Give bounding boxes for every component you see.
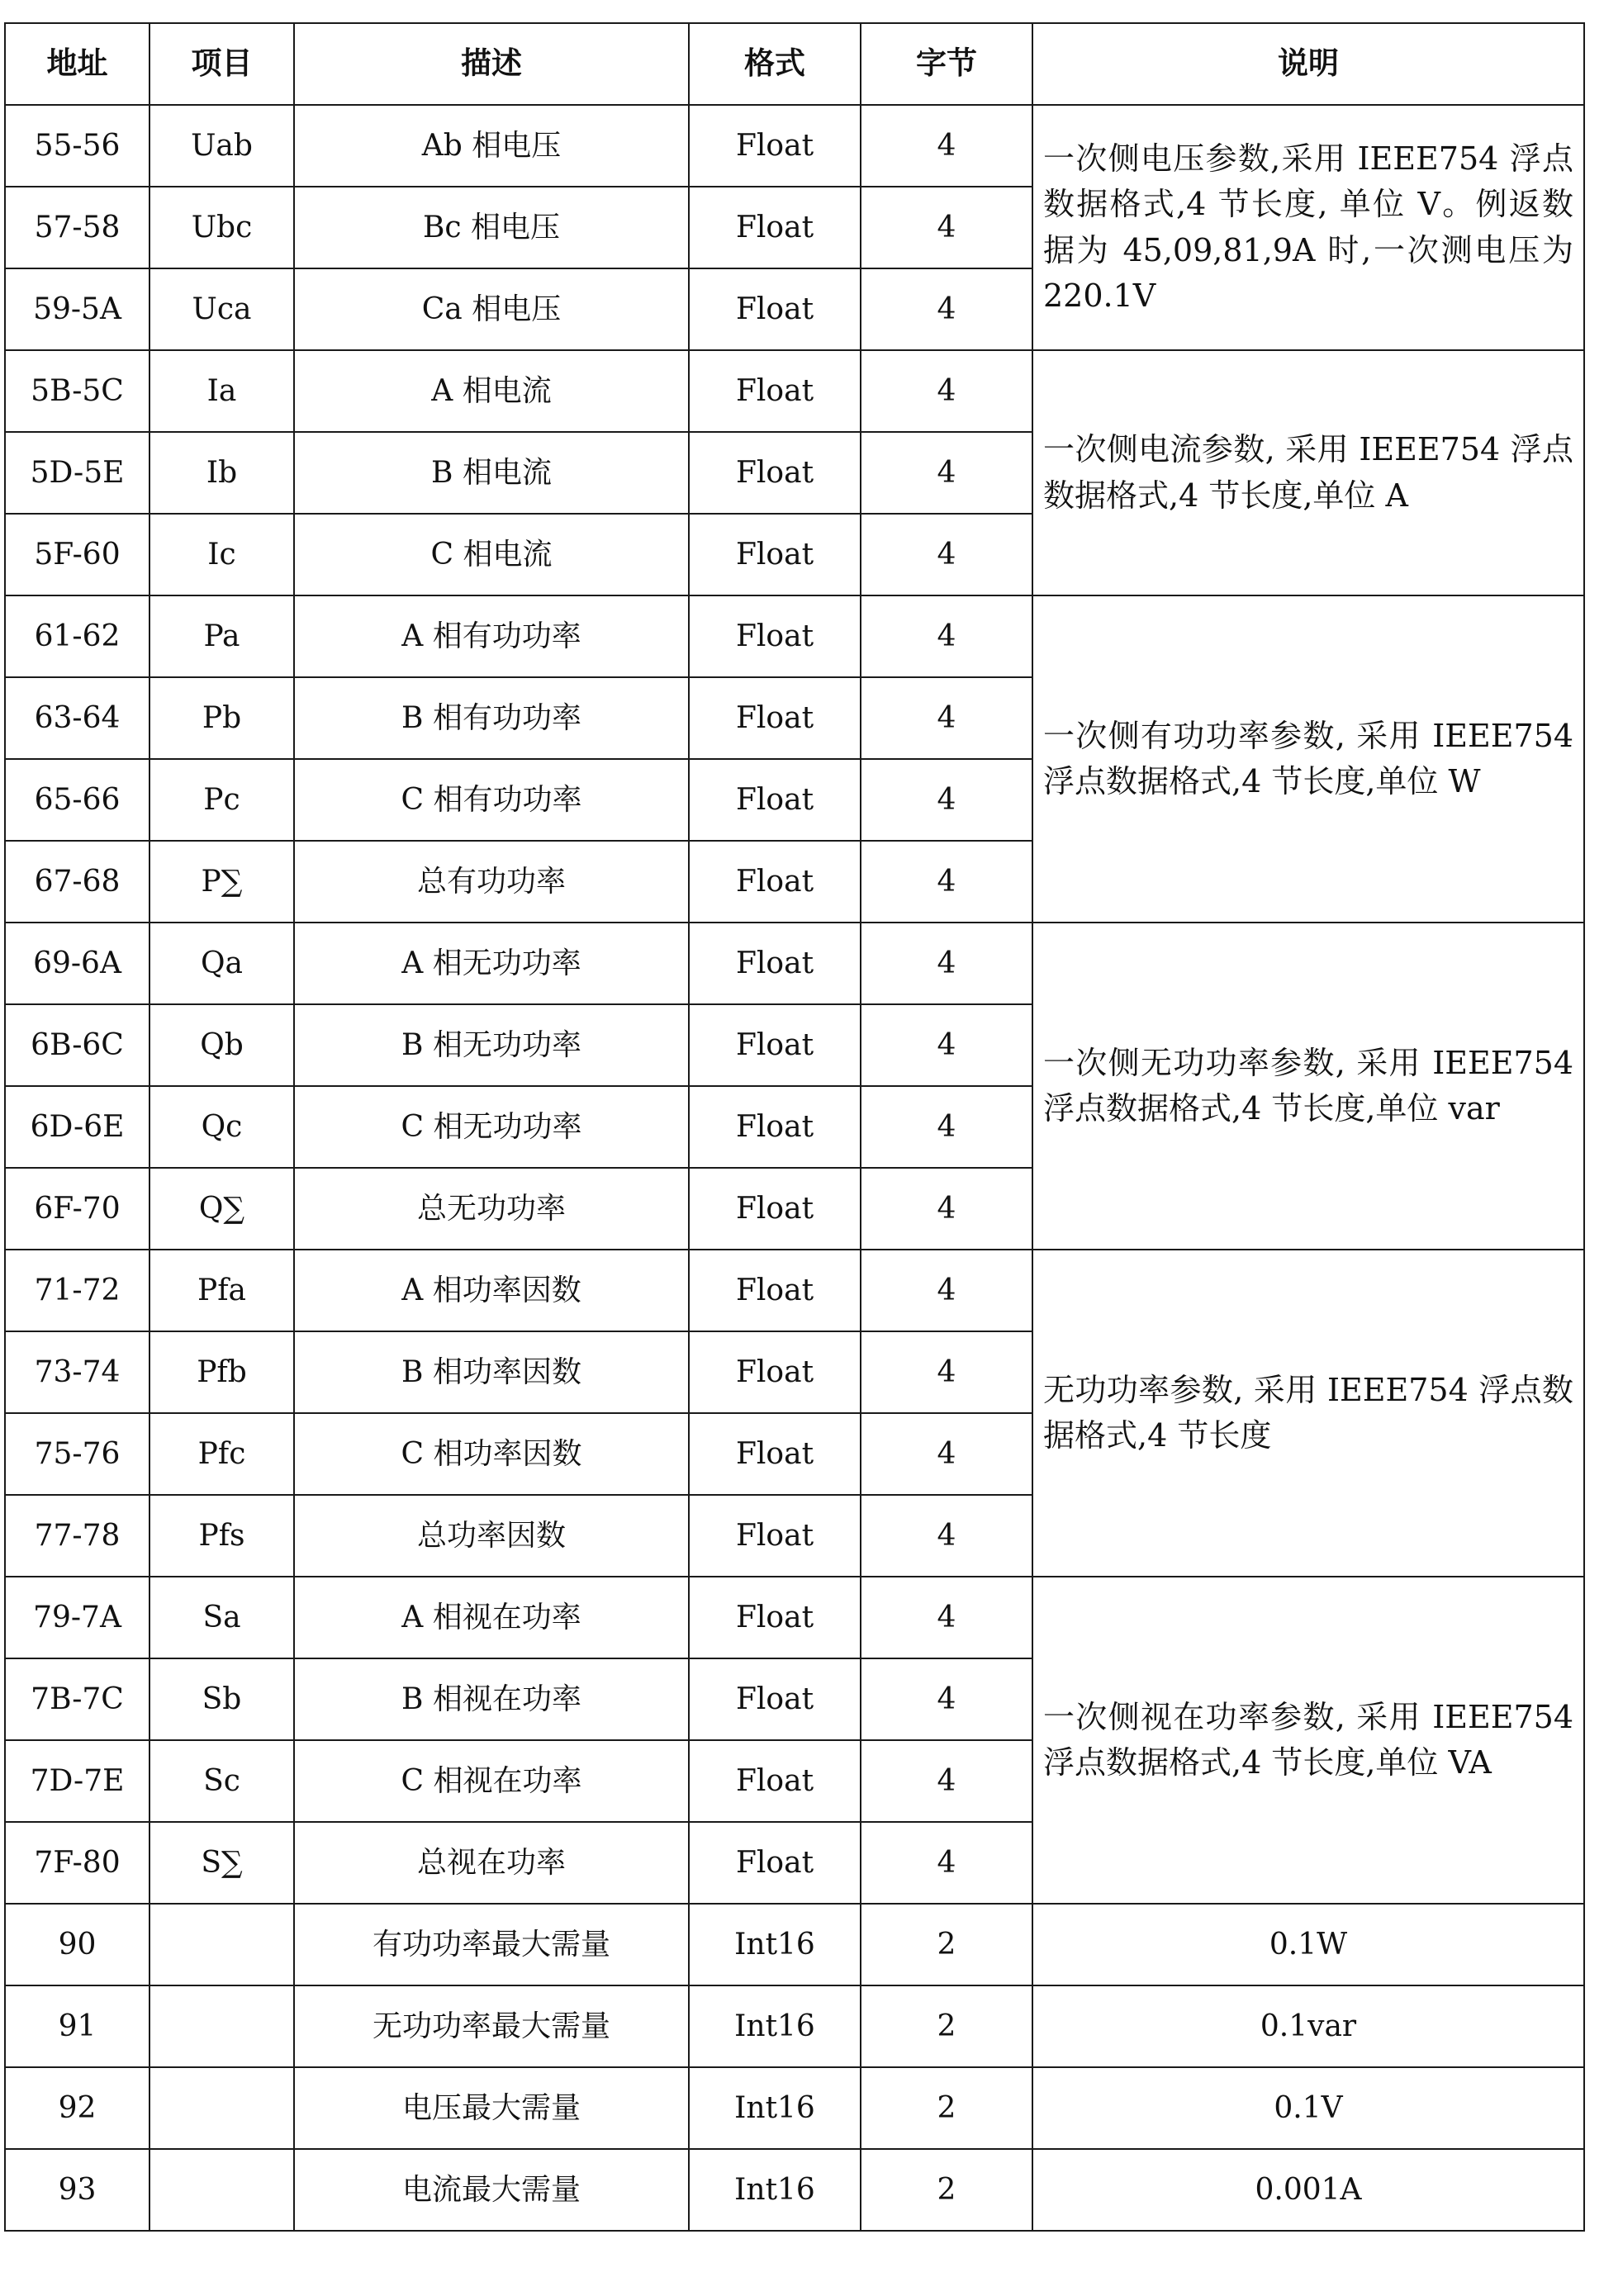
cell-address: 7F-80	[5, 1822, 149, 1904]
cell-description: A 相无功功率	[294, 923, 689, 1004]
table-row	[5, 1577, 1584, 1658]
cell-bytes: 4	[861, 432, 1032, 514]
cell-description: Ca 相电压	[294, 268, 689, 350]
cell-address: 57-58	[5, 187, 149, 268]
cell-address: 69-6A	[5, 923, 149, 1004]
header-bytes: 字节	[861, 23, 1032, 105]
cell-item: Sb	[149, 1658, 294, 1740]
cell-bytes: 4	[861, 1822, 1032, 1904]
cell-item: Sc	[149, 1740, 294, 1822]
cell-address: 77-78	[5, 1495, 149, 1577]
register-table	[4, 22, 1585, 2232]
cell-bytes: 4	[861, 923, 1032, 1004]
cell-description: C 相功率因数	[294, 1413, 689, 1495]
cell-format: Int16	[689, 2149, 861, 2231]
cell-bytes: 4	[861, 759, 1032, 841]
cell-address: 73-74	[5, 1331, 149, 1413]
header-format: 格式	[689, 23, 861, 105]
cell-note-active-power: 一次侧有功功率参数, 采用 IEEE754 浮点数据格式,4 节长度,单位 W	[1032, 595, 1584, 923]
cell-format: Float	[689, 1331, 861, 1413]
table-body	[5, 105, 1584, 2231]
table-header-row	[5, 23, 1584, 105]
cell-bytes: 4	[861, 1004, 1032, 1086]
cell-address: 92	[5, 2067, 149, 2149]
cell-description: 总有功功率	[294, 841, 689, 923]
table-row	[5, 1904, 1584, 1985]
cell-bytes: 4	[861, 841, 1032, 923]
cell-description: 有功功率最大需量	[294, 1904, 689, 1985]
cell-bytes: 4	[861, 1577, 1032, 1658]
cell-item: Pfc	[149, 1413, 294, 1495]
cell-item: Pfs	[149, 1495, 294, 1577]
cell-item	[149, 2149, 294, 2231]
cell-bytes: 4	[861, 1250, 1032, 1331]
cell-address: 61-62	[5, 595, 149, 677]
cell-item: Ia	[149, 350, 294, 432]
cell-item: Pfa	[149, 1250, 294, 1331]
cell-format: Float	[689, 514, 861, 595]
cell-format: Float	[689, 759, 861, 841]
header-address: 地址	[5, 23, 149, 105]
cell-format: Float	[689, 350, 861, 432]
cell-description: 总无功功率	[294, 1168, 689, 1250]
cell-address: 67-68	[5, 841, 149, 923]
cell-format: Float	[689, 1822, 861, 1904]
cell-description: 无功功率最大需量	[294, 1985, 689, 2067]
cell-format: Int16	[689, 1985, 861, 2067]
cell-note: 0.001A	[1032, 2149, 1584, 2231]
cell-bytes: 4	[861, 1413, 1032, 1495]
cell-description: A 相功率因数	[294, 1250, 689, 1331]
cell-format: Int16	[689, 2067, 861, 2149]
cell-bytes: 4	[861, 1740, 1032, 1822]
cell-bytes: 4	[861, 350, 1032, 432]
cell-item: Uca	[149, 268, 294, 350]
cell-format: Float	[689, 841, 861, 923]
cell-format: Float	[689, 268, 861, 350]
cell-description: Bc 相电压	[294, 187, 689, 268]
cell-description: A 相视在功率	[294, 1577, 689, 1658]
cell-note-voltage: 一次侧电压参数,采用 IEEE754 浮点数据格式,4 节长度, 单位 V。例返数据为 45,09,81,9A 时,一次测电压为 220.1V	[1032, 105, 1584, 350]
cell-bytes: 4	[861, 1658, 1032, 1740]
cell-bytes: 2	[861, 2067, 1032, 2149]
table-row	[5, 105, 1584, 187]
cell-item: Qb	[149, 1004, 294, 1086]
cell-item: Pc	[149, 759, 294, 841]
table-row	[5, 1985, 1584, 2067]
cell-bytes: 4	[861, 268, 1032, 350]
cell-format: Float	[689, 1740, 861, 1822]
cell-bytes: 2	[861, 1904, 1032, 1985]
cell-description: 电压最大需量	[294, 2067, 689, 2149]
header-description: 描述	[294, 23, 689, 105]
cell-bytes: 4	[861, 1086, 1032, 1168]
cell-address: 75-76	[5, 1413, 149, 1495]
cell-format: Float	[689, 595, 861, 677]
cell-item: Uab	[149, 105, 294, 187]
cell-format: Float	[689, 1250, 861, 1331]
header-item: 项目	[149, 23, 294, 105]
cell-description: A 相有功功率	[294, 595, 689, 677]
cell-item: Q∑	[149, 1168, 294, 1250]
cell-description: 电流最大需量	[294, 2149, 689, 2231]
cell-description: B 相视在功率	[294, 1658, 689, 1740]
cell-item: Pa	[149, 595, 294, 677]
table-row	[5, 595, 1584, 677]
cell-description: C 相无功功率	[294, 1086, 689, 1168]
table-row	[5, 2149, 1584, 2231]
cell-format: Float	[689, 677, 861, 759]
cell-description: B 相功率因数	[294, 1331, 689, 1413]
cell-address: 5F-60	[5, 514, 149, 595]
cell-format: Float	[689, 105, 861, 187]
cell-note-reactive-power: 一次侧无功功率参数, 采用 IEEE754 浮点数据格式,4 节长度,单位 var	[1032, 923, 1584, 1250]
cell-note-apparent-power: 一次侧视在功率参数, 采用 IEEE754 浮点数据格式,4 节长度,单位 VA	[1032, 1577, 1584, 1904]
cell-item	[149, 1985, 294, 2067]
cell-address: 5B-5C	[5, 350, 149, 432]
cell-description: C 相电流	[294, 514, 689, 595]
cell-address: 55-56	[5, 105, 149, 187]
cell-item: Qc	[149, 1086, 294, 1168]
cell-item: Sa	[149, 1577, 294, 1658]
cell-note-power-factor: 无功功率参数, 采用 IEEE754 浮点数据格式,4 节长度	[1032, 1250, 1584, 1577]
cell-description: C 相视在功率	[294, 1740, 689, 1822]
cell-format: Float	[689, 1004, 861, 1086]
cell-format: Float	[689, 1577, 861, 1658]
cell-description: B 相无功功率	[294, 1004, 689, 1086]
cell-address: 6F-70	[5, 1168, 149, 1250]
cell-address: 63-64	[5, 677, 149, 759]
cell-address: 71-72	[5, 1250, 149, 1331]
cell-format: Float	[689, 432, 861, 514]
cell-format: Float	[689, 923, 861, 1004]
cell-bytes: 4	[861, 595, 1032, 677]
cell-bytes: 4	[861, 105, 1032, 187]
cell-item: Ubc	[149, 187, 294, 268]
cell-format: Float	[689, 1495, 861, 1577]
cell-address: 6D-6E	[5, 1086, 149, 1168]
cell-item: Ic	[149, 514, 294, 595]
table-row	[5, 1250, 1584, 1331]
cell-format: Float	[689, 1168, 861, 1250]
cell-address: 7B-7C	[5, 1658, 149, 1740]
cell-address: 5D-5E	[5, 432, 149, 514]
cell-format: Float	[689, 1086, 861, 1168]
cell-bytes: 4	[861, 514, 1032, 595]
cell-description: 总视在功率	[294, 1822, 689, 1904]
cell-item: Qa	[149, 923, 294, 1004]
cell-bytes: 4	[861, 187, 1032, 268]
cell-format: Float	[689, 1413, 861, 1495]
cell-format: Float	[689, 1658, 861, 1740]
cell-format: Float	[689, 187, 861, 268]
table-row	[5, 2067, 1584, 2149]
cell-item: P∑	[149, 841, 294, 923]
header-note: 说明	[1032, 23, 1584, 105]
cell-item	[149, 1904, 294, 1985]
cell-item: Ib	[149, 432, 294, 514]
cell-format: Int16	[689, 1904, 861, 1985]
cell-bytes: 4	[861, 1331, 1032, 1413]
cell-item: Pfb	[149, 1331, 294, 1413]
cell-description: A 相电流	[294, 350, 689, 432]
cell-description: B 相电流	[294, 432, 689, 514]
cell-address: 91	[5, 1985, 149, 2067]
cell-address: 79-7A	[5, 1577, 149, 1658]
cell-description: Ab 相电压	[294, 105, 689, 187]
cell-bytes: 4	[861, 1495, 1032, 1577]
cell-note-current: 一次侧电流参数, 采用 IEEE754 浮点数据格式,4 节长度,单位 A	[1032, 350, 1584, 595]
cell-note: 0.1var	[1032, 1985, 1584, 2067]
table-row	[5, 350, 1584, 432]
cell-description: 总功率因数	[294, 1495, 689, 1577]
cell-address: 93	[5, 2149, 149, 2231]
cell-description: B 相有功功率	[294, 677, 689, 759]
cell-address: 65-66	[5, 759, 149, 841]
cell-item	[149, 2067, 294, 2149]
cell-bytes: 4	[861, 1168, 1032, 1250]
cell-item: S∑	[149, 1822, 294, 1904]
cell-note: 0.1W	[1032, 1904, 1584, 1985]
cell-bytes: 2	[861, 1985, 1032, 2067]
cell-bytes: 2	[861, 2149, 1032, 2231]
cell-item: Pb	[149, 677, 294, 759]
cell-description: C 相有功功率	[294, 759, 689, 841]
cell-bytes: 4	[861, 677, 1032, 759]
table-row	[5, 923, 1584, 1004]
cell-note: 0.1V	[1032, 2067, 1584, 2149]
cell-address: 59-5A	[5, 268, 149, 350]
cell-address: 7D-7E	[5, 1740, 149, 1822]
cell-address: 6B-6C	[5, 1004, 149, 1086]
cell-address: 90	[5, 1904, 149, 1985]
